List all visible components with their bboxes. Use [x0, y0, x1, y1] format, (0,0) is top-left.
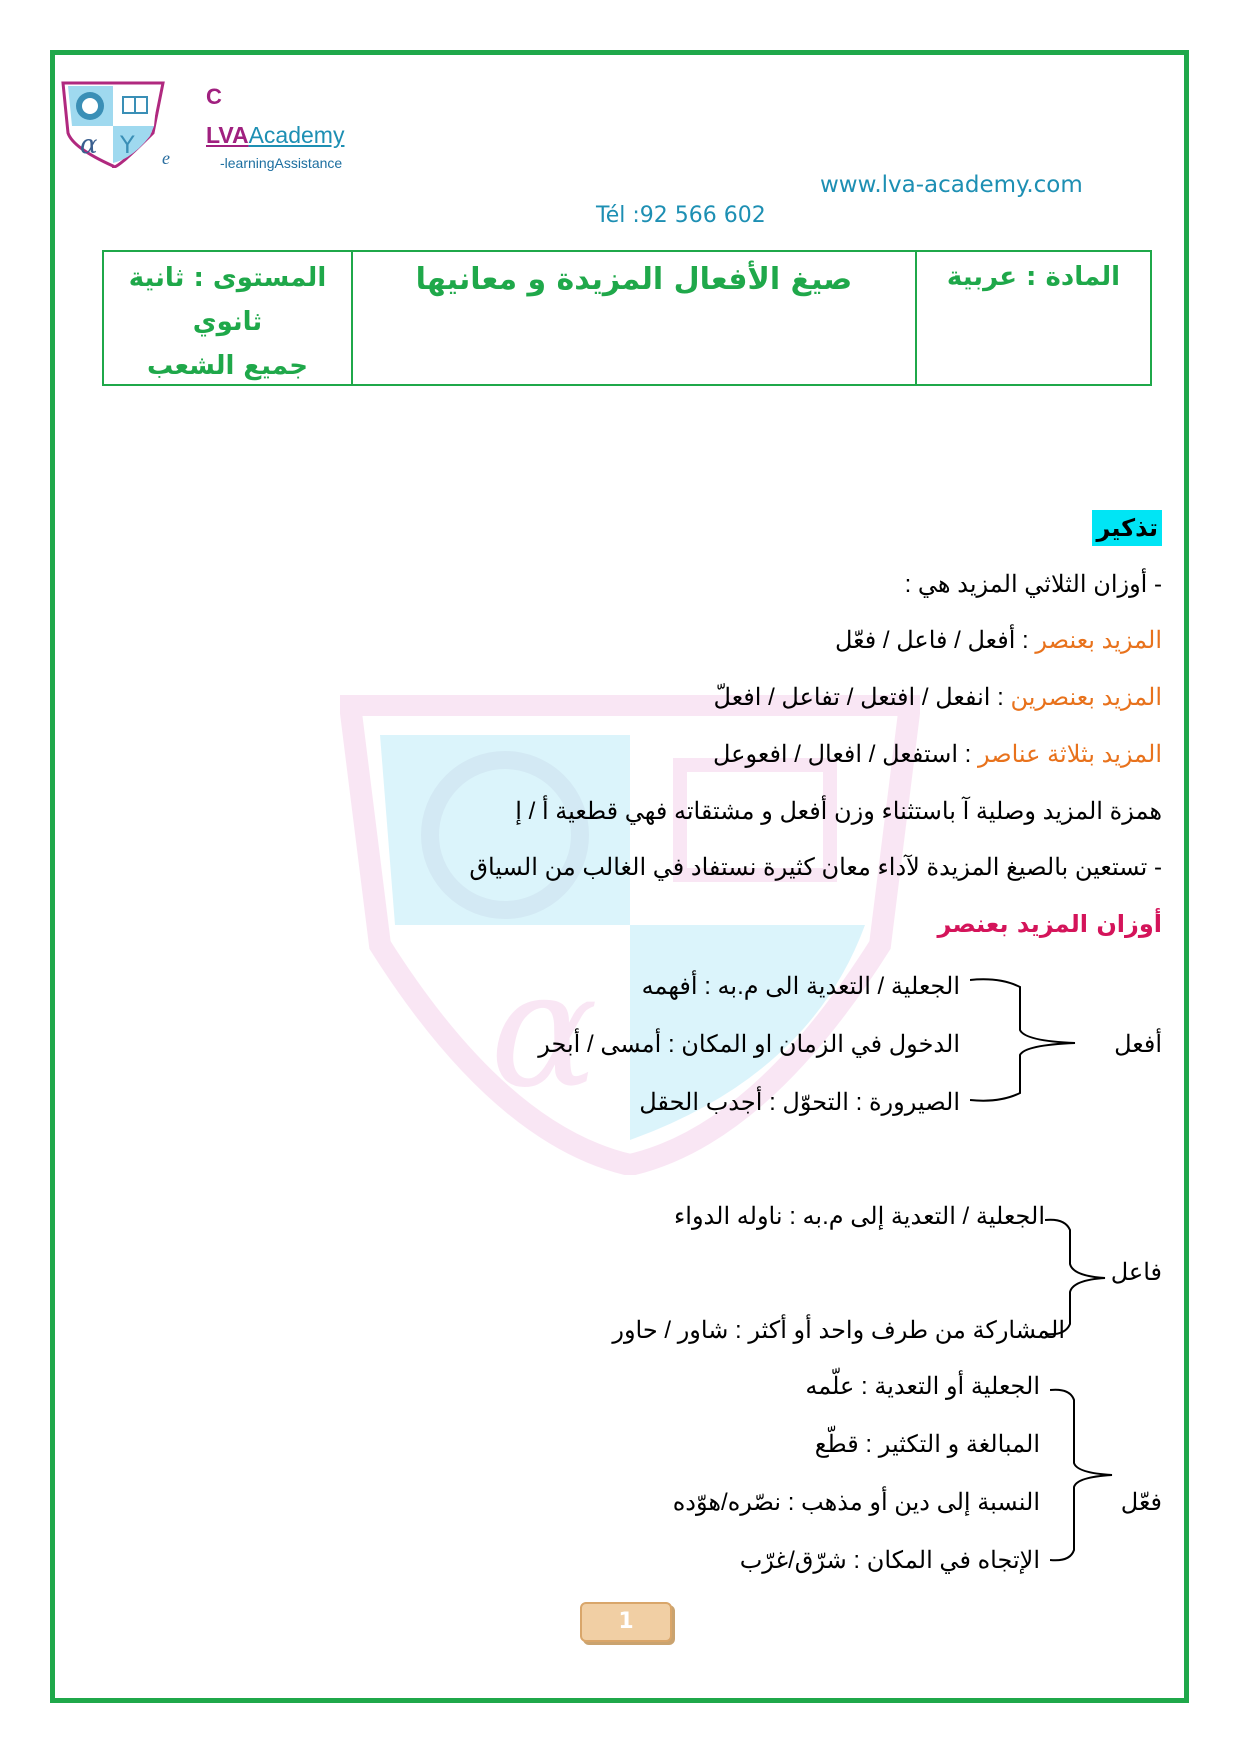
faaal-item-1: الجعلية أو التعدية : علّمه [805, 1373, 1040, 1400]
label-three-elements: المزيد بثلاثة عناصر [978, 741, 1162, 768]
page-number: 1 [580, 1602, 672, 1642]
line-usage: - تستعين بالصيغ المزيدة لآداء معان كثيرة نستفاد في الغالب من السياق [469, 854, 1162, 881]
level-line-2: ثانوي [192, 307, 263, 337]
verb-afal: أفعل [1114, 1031, 1162, 1058]
afal-item-3: الصيرورة : التحوّل : أجدب الحقل [639, 1089, 960, 1116]
faal-item-2: المشاركة من طرف واحد أو أكثر : شاور / حاور [612, 1317, 1065, 1344]
brand-name [206, 122, 344, 149]
subject-cell: المادة : عربية [946, 262, 1121, 292]
faaal-item-3: النسبة إلى دين أو مذهب : نصّره/هوّده [672, 1489, 1040, 1516]
brand-lva: LVA [206, 122, 249, 148]
level-line-3: جميع الشعب [147, 351, 308, 381]
afal-item-1: الجعلية / التعدية الى م.به : أفهمه [641, 973, 960, 1000]
website-link[interactable]: www.lva-academy.com [820, 172, 1083, 198]
forms-two-elements: : انفعل / افتعل / تفاعل / افعلّ [713, 684, 1011, 711]
afal-item-2: الدخول في الزمان او المكان : أمسى / أبحر [538, 1031, 960, 1058]
brace-afal [970, 975, 1080, 1105]
lesson-title: صيغ الأفعال المزيدة و معانيها [351, 252, 917, 384]
brace-faaal [1050, 1385, 1120, 1565]
svg-text:α: α [80, 130, 98, 160]
line-weights-intro: - أوزان الثلاثي المزيد هي : [904, 571, 1162, 598]
forms-three-elements: : استفعل / افعال / افعوعل [712, 741, 978, 768]
verb-faal: فاعل [1110, 1259, 1162, 1286]
line-two-elements [714, 683, 1162, 712]
line-one-element [835, 626, 1162, 655]
level-line-1: المستوى : ثانية [128, 263, 327, 293]
level-cell [104, 252, 351, 384]
line-hamza-rule: همزة المزيد وصلية آ باستثناء وزن أفعل و مشتقاته فهي قطعية أ / إ [515, 798, 1162, 825]
brand-letter-e: e [162, 148, 170, 168]
faal-item-1: الجعلية / التعدية إلى م.به : ناوله الدواء [673, 1203, 1045, 1230]
label-one-element: المزيد بعنصر [1035, 627, 1162, 654]
brand-tagline: -learningAssistance [220, 155, 343, 171]
line-three-elements [713, 740, 1162, 769]
forms-one-element: : أفعل / فاعل / فعّل [834, 627, 1036, 654]
verb-faaal: فعّل [1120, 1489, 1162, 1516]
brand-letter-c: C [206, 84, 222, 109]
lva-academy-logo [58, 78, 168, 168]
svg-text:Y: Y [120, 131, 135, 159]
faaal-item-4: الإتجاه في المكان : شرّق/غرّب [739, 1547, 1040, 1574]
label-two-elements: المزيد بعنصرين [1010, 684, 1162, 711]
reminder-label: تذكير [1092, 510, 1162, 546]
svg-text:α: α [490, 936, 599, 1123]
brand-academy: Academy [248, 122, 345, 148]
faaal-item-2: المبالغة و التكثير : قطّع [814, 1431, 1040, 1458]
section-heading: أوزان المزيد بعنصر [937, 910, 1162, 938]
telephone: Tél :92 566 602 [596, 203, 766, 228]
header-table [102, 250, 1152, 386]
